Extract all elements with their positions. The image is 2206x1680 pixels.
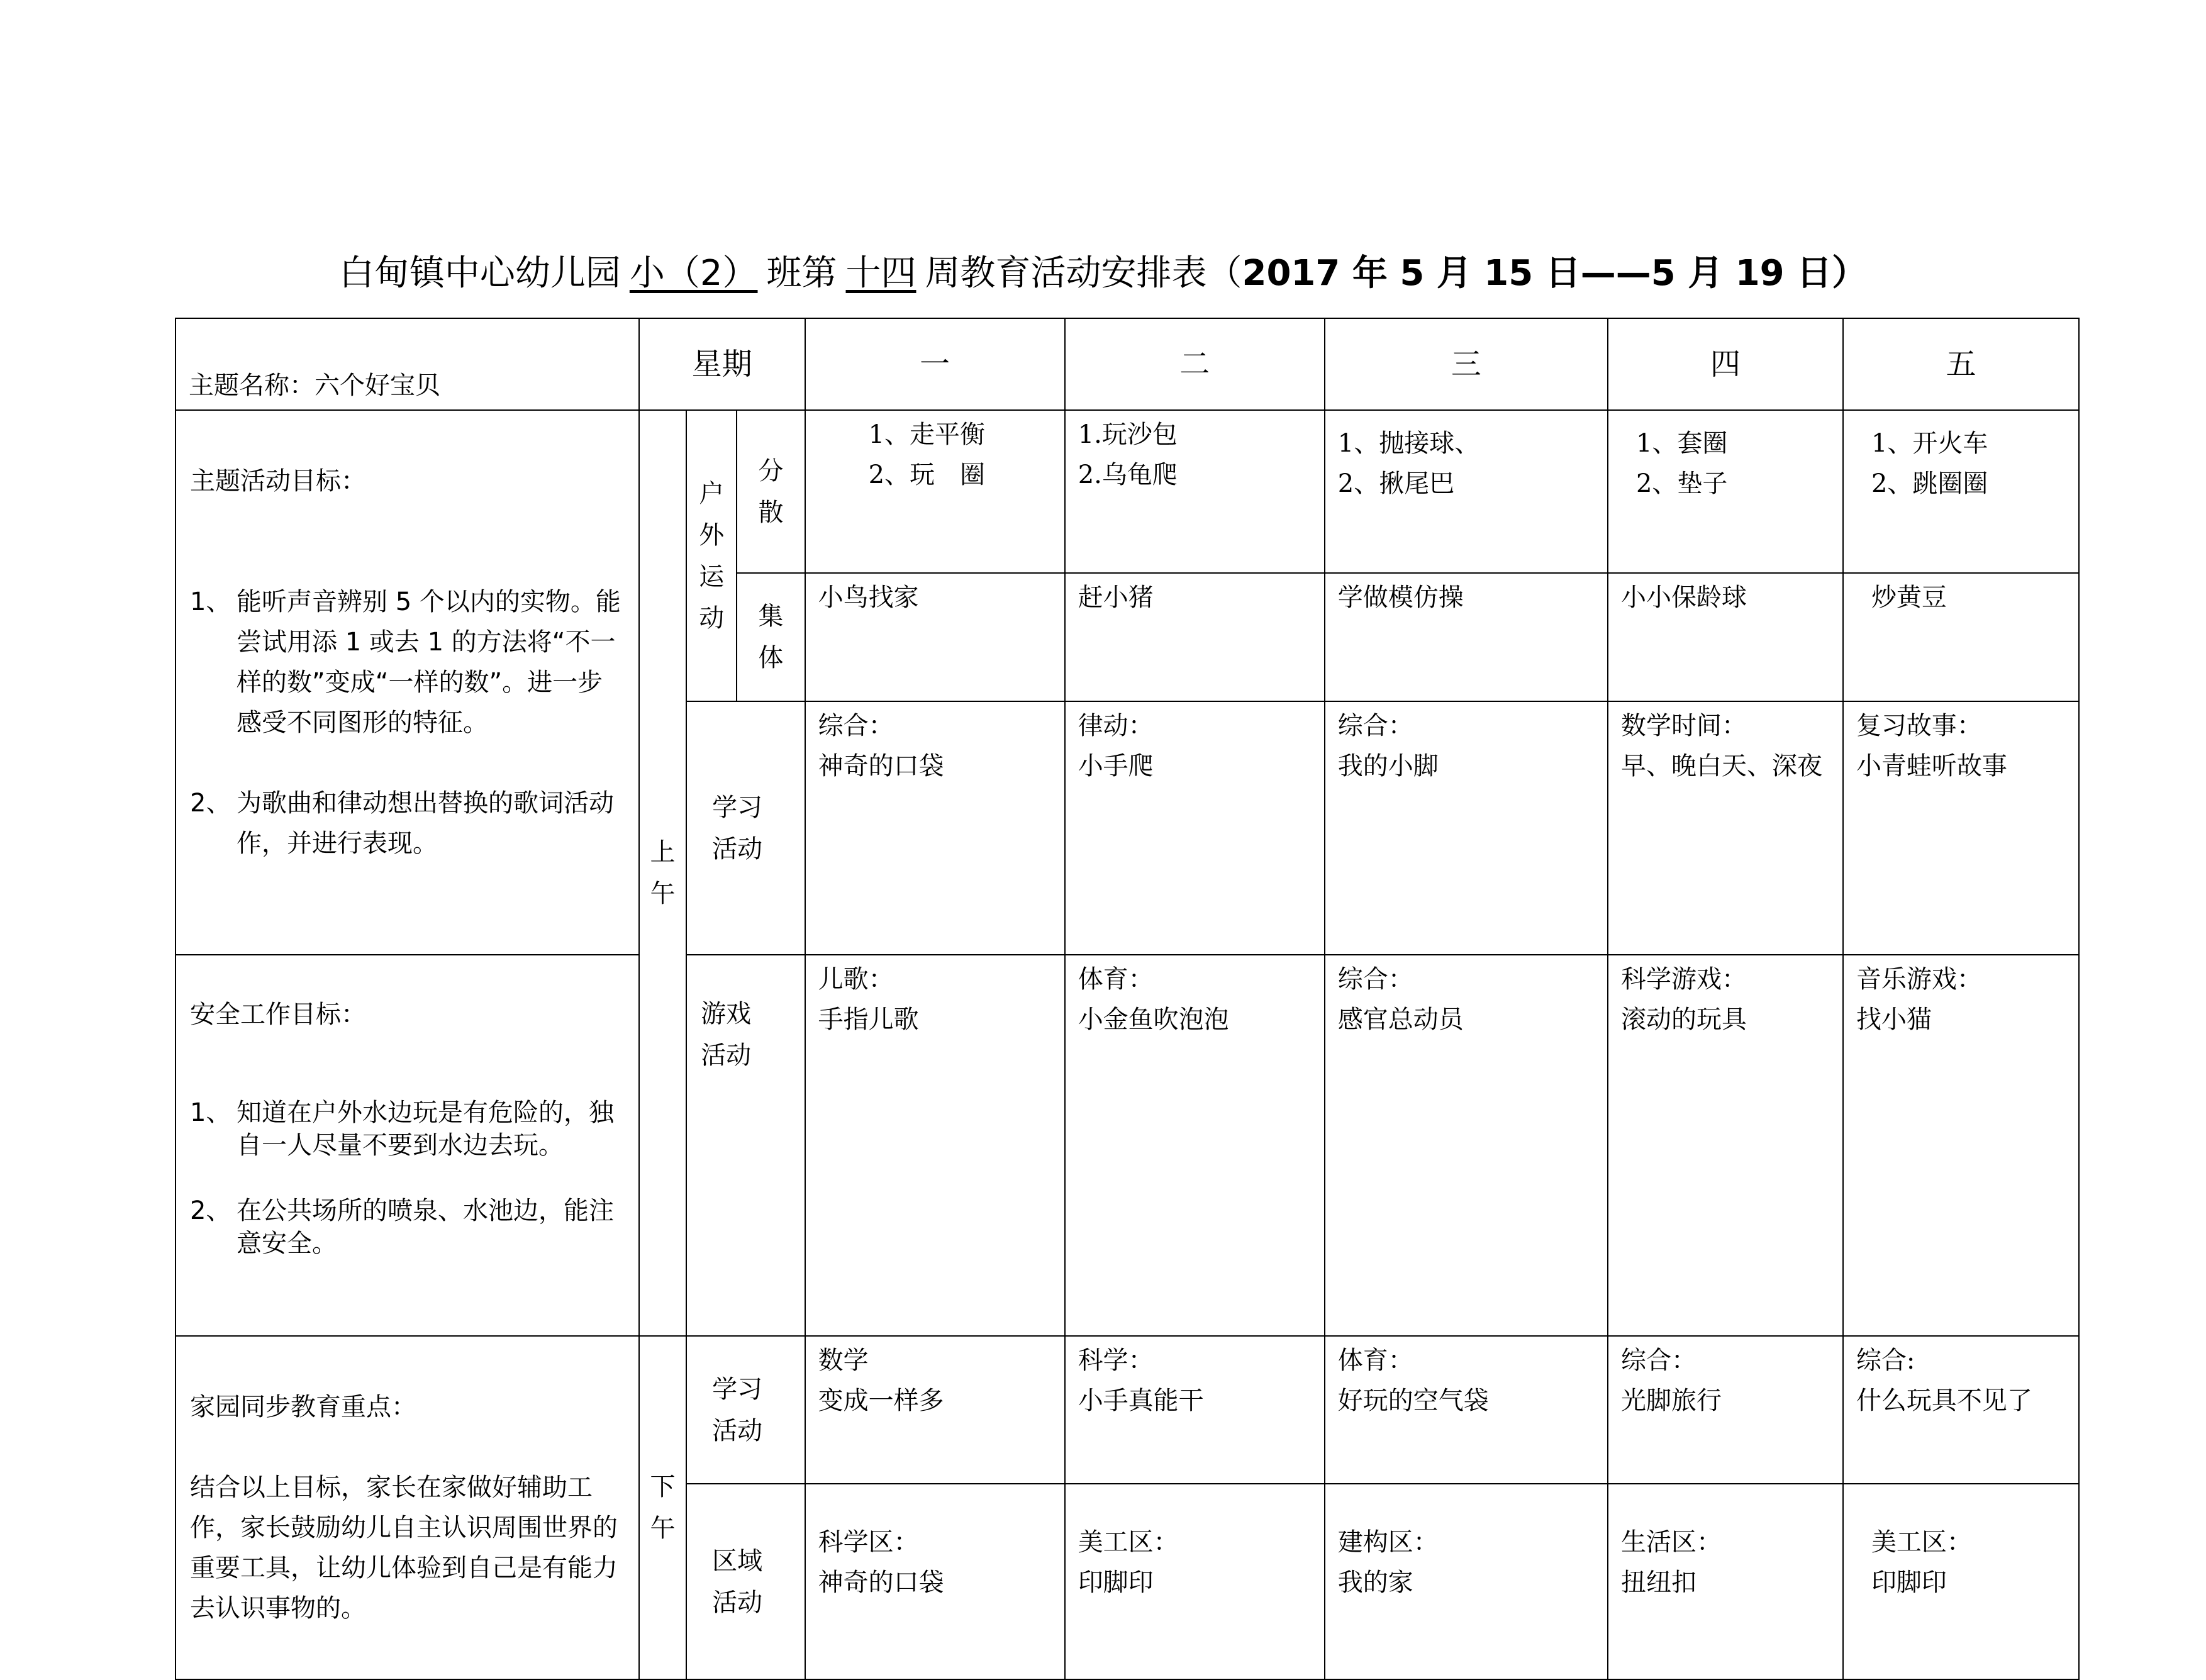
group-thu: 小小保龄球 (1608, 573, 1843, 701)
theme-goals-cell (175, 410, 639, 955)
study-pm-wed: 体育： 好玩的空气袋 (1325, 1336, 1608, 1484)
study-pm-fri: 综合: 什么玩具不见了 (1843, 1336, 2079, 1484)
title-class-suffix: 班第 (766, 253, 837, 294)
group-wed: 学做模仿操 (1325, 573, 1608, 701)
title-week-suffix: 周教育活动安排表（ (925, 253, 1242, 294)
safety-item: 2、 在公共场所的喷泉、水池边，能注意安全。 (190, 1196, 614, 1258)
area-label: 区域 活动 (686, 1484, 805, 1679)
area-thu: 生活区： 扭纽扣 (1608, 1484, 1843, 1679)
area-wed: 建构区： 我的家 (1325, 1484, 1608, 1679)
group-fri: 炒黄豆 (1843, 573, 2079, 701)
day-header-2: 二 (1065, 318, 1325, 410)
title-date-range: 2017 年 5 月 15 日——5 月 19 日） (1242, 253, 1868, 294)
study-am-fri: 复习故事： 小青蛙听故事 (1843, 701, 2079, 955)
activity-schedule-table (175, 318, 2080, 1680)
outdoor-label: 户外运动 (686, 410, 737, 701)
study-am-thu: 数学时间： 早、晚白天、深夜 (1608, 701, 1843, 955)
scattered-tue: 1.玩沙包 2.乌龟爬 (1065, 410, 1325, 573)
goals-title: 主题活动目标： (190, 467, 366, 496)
scattered-label: 分散 (737, 410, 805, 573)
group-tue: 赶小猪 (1065, 573, 1325, 701)
scattered-wed: 1、抛接球、 2、揪尾巴 (1325, 410, 1608, 573)
area-mon: 科学区： 神奇的口袋 (805, 1484, 1065, 1679)
safety-goals-cell (175, 955, 639, 1336)
goal-item: 2、 为歌曲和律动想出替换的歌词活动作，并进行表现。 (190, 789, 614, 858)
row-study-pm (175, 1336, 2079, 1484)
area-fri: 美工区： 印脚印 (1843, 1484, 2079, 1679)
game-thu: 科学游戏： 滚动的玩具 (1608, 955, 1843, 1336)
page-title (0, 245, 2206, 296)
weekday-header: 星期 (639, 318, 805, 410)
row-outdoor-scattered (175, 410, 2079, 573)
day-header-4: 四 (1608, 318, 1843, 410)
game-fri: 音乐游戏： 找小猫 (1843, 955, 2079, 1336)
scattered-thu: 1、套圈 2、垫子 (1608, 410, 1843, 573)
day-header-5: 五 (1843, 318, 2079, 410)
study-am-tue: 律动： 小手爬 (1065, 701, 1325, 955)
study-pm-label: 学习 活动 (686, 1336, 805, 1484)
home-title: 家园同步教育重点： (190, 1393, 416, 1421)
game-tue: 体育： 小金鱼吹泡泡 (1065, 955, 1325, 1336)
game-wed: 综合： 感官总动员 (1325, 955, 1608, 1336)
game-mon: 儿歌： 手指儿歌 (805, 955, 1065, 1336)
period-afternoon: 下午 (639, 1336, 686, 1679)
game-label: 游戏 活动 (686, 955, 805, 1336)
scattered-mon: 1、走平衡 2、玩 圈 (805, 410, 1065, 573)
study-pm-tue: 科学： 小手真能干 (1065, 1336, 1325, 1484)
safety-item: 1、 知道在户外水边玩是有危险的，独自一人尽量不要到水边去玩。 (190, 1098, 614, 1160)
study-am-label: 学习 活动 (686, 701, 805, 955)
area-tue: 美工区： 印脚印 (1065, 1484, 1325, 1679)
theme-label: 主题名称： (189, 371, 315, 400)
theme-name: 六个好宝贝 (315, 371, 440, 400)
study-pm-mon: 数学 变成一样多 (805, 1336, 1065, 1484)
title-class: 小（2） (629, 253, 758, 294)
study-am-mon: 综合： 神奇的口袋 (805, 701, 1065, 955)
row-game (175, 955, 2079, 1336)
period-morning: 上午 (639, 410, 686, 1336)
day-header-3: 三 (1325, 318, 1608, 410)
theme-cell (175, 318, 639, 410)
group-mon: 小鸟找家 (805, 573, 1065, 701)
scattered-fri: 1、开火车 2、跳圈圈 (1843, 410, 2079, 573)
safety-title: 安全工作目标： (190, 1000, 366, 1029)
study-pm-thu: 综合： 光脚旅行 (1608, 1336, 1843, 1484)
home-text: 结合以上目标，家长在家做好辅助工作，家长鼓励幼儿自主认识周围世界的重要工具，让幼儿体验到自己是有能力去认识事物的。 (190, 1473, 618, 1623)
group-label: 集体 (737, 573, 805, 701)
goal-item: 1、 能听声音辨别 5 个以内的实物。能尝试用添 1 或去 1 的方法将“不一样的数”变成“一样的数”。进一步感受不同图形的特征。 (190, 587, 621, 737)
study-am-wed: 综合： 我的小脚 (1325, 701, 1608, 955)
header-row (175, 318, 2079, 410)
title-week: 十四 (845, 253, 916, 294)
title-school: 白甸镇中心幼儿园 (338, 253, 621, 294)
home-focus-cell (175, 1336, 639, 1679)
day-header-1: 一 (805, 318, 1065, 410)
